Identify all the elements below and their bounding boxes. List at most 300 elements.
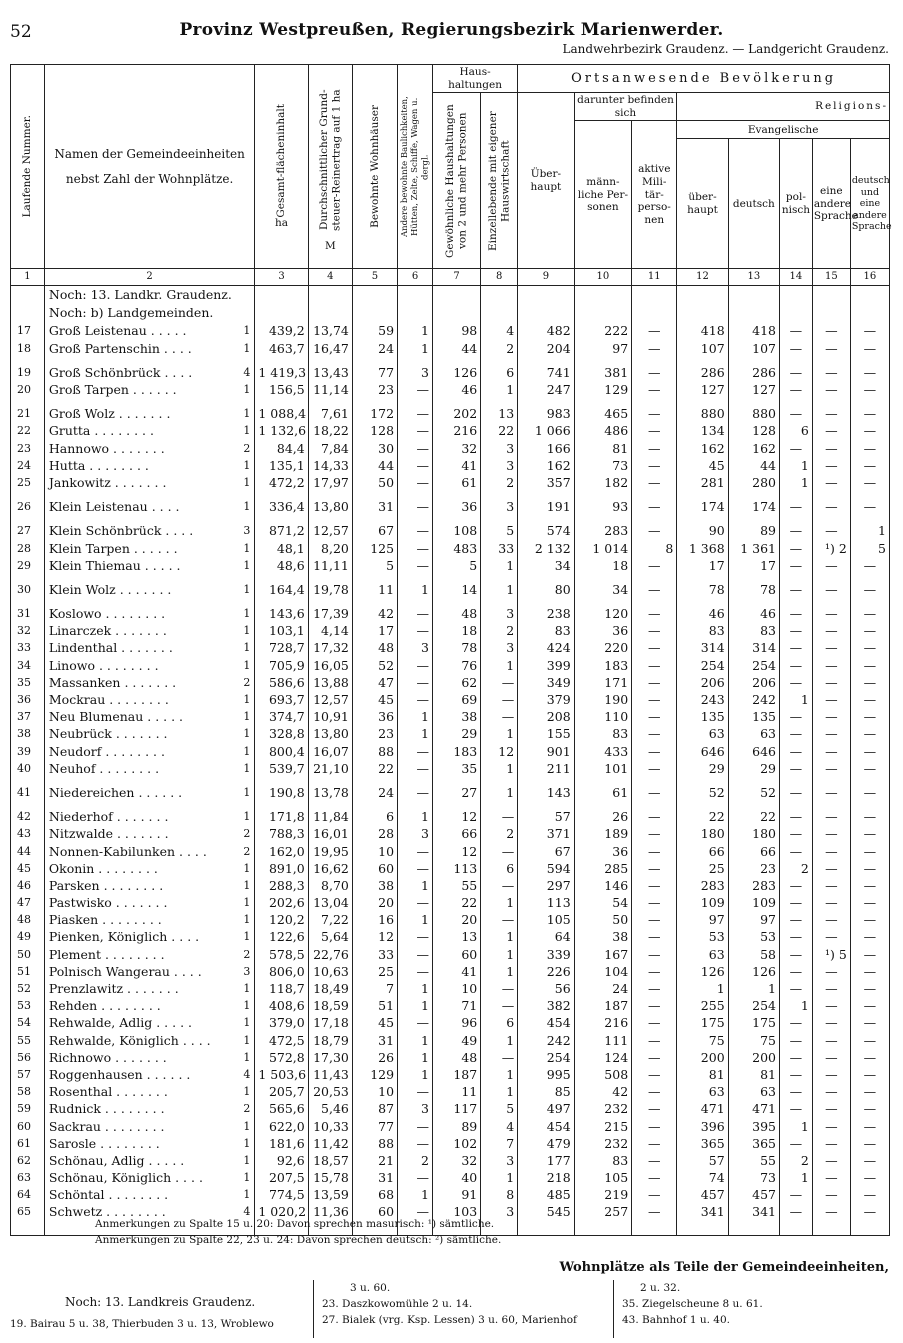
cell-col-7: 69	[432, 691, 480, 708]
municipality-name: Roggenhausen . . . . . .	[48, 1066, 191, 1082]
cell-col-13: 89	[728, 522, 779, 539]
cell-col-12: 134	[677, 422, 728, 439]
cell-col-10: 433	[574, 743, 632, 760]
cell-col-14: —	[779, 946, 812, 963]
cell-col-13: 97	[728, 911, 779, 928]
header-col-13: deutsch	[728, 139, 779, 269]
municipality-name: Groß Partenschin . . . .	[48, 340, 192, 356]
cell-col-13: 23	[728, 860, 779, 877]
table-row	[11, 1032, 890, 1049]
cell-col-3: 472,2	[255, 474, 308, 491]
municipality-cell	[44, 963, 254, 980]
municipality-cell	[44, 422, 254, 439]
cell-col-12: 83	[677, 622, 728, 639]
cell-col-3: 565,6	[255, 1100, 308, 1117]
cell-col-7: 35	[432, 760, 480, 777]
cell-col-7: 126	[432, 364, 480, 381]
municipality-name: Schönau, Königlich . . . .	[48, 1170, 203, 1186]
cell-col-4: 5,64	[308, 928, 352, 945]
cell-col-4: 11,14	[308, 381, 352, 398]
cell-col-14: —	[779, 1014, 812, 1031]
intro-row	[11, 286, 890, 305]
cell-col-15: —	[812, 457, 850, 474]
cell-col-4: 16,47	[308, 340, 352, 357]
cell-col-4: 12,57	[308, 522, 352, 539]
cell-col-9: 242	[518, 1032, 574, 1049]
cell-col-4: 11,43	[308, 1066, 352, 1083]
cell-col-15: —	[812, 405, 850, 422]
cell-col-3: 1 020,2	[255, 1203, 308, 1220]
dwelling-count: 1	[243, 500, 251, 514]
cell-col-16: 5	[850, 539, 889, 556]
table-row	[11, 708, 890, 725]
cell-col-5: 24	[352, 340, 397, 357]
municipality-cell	[44, 405, 254, 422]
cell-col-13: 242	[728, 691, 779, 708]
cell-col-3: 806,0	[255, 963, 308, 980]
footnote-2: Anmerkungen zu Spalte 22, 23 u. 24: Davon sprechen deutsch: ²) sämtliche.	[95, 1234, 502, 1246]
cell-col-14: —	[779, 825, 812, 842]
cell-col-7: 96	[432, 1014, 480, 1031]
column-number-8: 8	[481, 269, 518, 286]
cell-col-11: —	[632, 691, 677, 708]
municipality-cell	[44, 725, 254, 742]
bottom-section	[10, 1280, 890, 1338]
dwelling-count: 1	[243, 641, 251, 655]
dwelling-count: 1	[243, 424, 251, 438]
cell-col-6: —	[398, 784, 433, 801]
table-row	[11, 674, 890, 691]
cell-col-5: 33	[352, 946, 397, 963]
cell-col-13: 880	[728, 405, 779, 422]
cell-col-13: 44	[728, 457, 779, 474]
cell-col-6: —	[398, 674, 433, 691]
cell-col-11: —	[632, 422, 677, 439]
cell-col-7: 89	[432, 1117, 480, 1134]
cell-col-9: 254	[518, 1049, 574, 1066]
cell-col-11: —	[632, 725, 677, 742]
row-number: 47	[11, 894, 45, 911]
cell-col-10: 285	[574, 860, 632, 877]
row-number: 44	[11, 842, 45, 859]
cell-col-10: 42	[574, 1083, 632, 1100]
cell-col-14: 6	[779, 422, 812, 439]
table-row	[11, 657, 890, 674]
table-row	[11, 1152, 890, 1169]
municipality-cell	[44, 457, 254, 474]
municipality-name: Rehwalde, Adlig . . . . .	[48, 1015, 192, 1031]
cell-col-14: —	[779, 877, 812, 894]
municipality-name: Mockrau . . . . . . . .	[48, 692, 169, 708]
cell-col-15: —	[812, 743, 850, 760]
municipality-cell	[44, 708, 254, 725]
dwelling-count: 1	[243, 896, 251, 910]
row-number: 48	[11, 911, 45, 928]
cell-col-9: 143	[518, 784, 574, 801]
cell-col-15: —	[812, 639, 850, 656]
dwelling-count: 1	[243, 999, 251, 1013]
cell-col-12: 206	[677, 674, 728, 691]
table-row	[11, 381, 890, 398]
cell-col-6: —	[398, 842, 433, 859]
cell-col-14: —	[779, 708, 812, 725]
cell-col-6: 1	[398, 340, 433, 357]
dwelling-count: 4	[243, 1205, 251, 1219]
cell-col-9: 80	[518, 581, 574, 598]
cell-col-10: 18	[574, 557, 632, 574]
cell-col-6: 3	[398, 825, 433, 842]
cell-col-10: 50	[574, 911, 632, 928]
cell-col-8: —	[481, 808, 518, 825]
municipality-name: Klein Leistenau . . . .	[48, 499, 180, 515]
cell-col-6: 1	[398, 1032, 433, 1049]
page-subtitle: Landwehrbezirk Graudenz. — Landgericht Graudenz.	[562, 42, 889, 56]
cell-col-11: —	[632, 1014, 677, 1031]
cell-col-8: 1	[481, 1083, 518, 1100]
table-row	[11, 1083, 890, 1100]
cell-col-4: 18,59	[308, 997, 352, 1014]
cell-col-5: 50	[352, 474, 397, 491]
cell-col-13: 66	[728, 842, 779, 859]
municipality-cell	[44, 808, 254, 825]
cell-col-16: —	[850, 657, 889, 674]
cell-col-14: —	[779, 674, 812, 691]
cell-col-14: —	[779, 440, 812, 457]
cell-col-9: 741	[518, 364, 574, 381]
row-number: 53	[11, 997, 45, 1014]
dwelling-count: 2	[243, 441, 251, 455]
cell-col-12: 135	[677, 708, 728, 725]
dwelling-count: 4	[243, 1067, 251, 1081]
table-row	[11, 725, 890, 742]
table-row	[11, 474, 890, 491]
cell-col-10: 129	[574, 381, 632, 398]
municipality-name: Groß Leistenau . . . . .	[48, 323, 187, 339]
cell-col-3: 84,4	[255, 440, 308, 457]
dwelling-count: 1	[243, 1153, 251, 1167]
cell-col-14: —	[779, 842, 812, 859]
cell-col-8: 3	[481, 498, 518, 515]
cell-col-13: 126	[728, 963, 779, 980]
cell-col-4: 15,78	[308, 1169, 352, 1186]
cell-col-4: 18,22	[308, 422, 352, 439]
cell-col-5: 125	[352, 539, 397, 556]
cell-col-3: 205,7	[255, 1083, 308, 1100]
header-col-15: eine andere Sprache	[812, 139, 850, 269]
cell-col-15: —	[812, 622, 850, 639]
table-row	[11, 364, 890, 381]
cell-col-15: —	[812, 1100, 850, 1117]
cell-col-3: 891,0	[255, 860, 308, 877]
cell-col-4: 13,80	[308, 725, 352, 742]
cell-col-6: —	[398, 539, 433, 556]
cell-col-13: 63	[728, 1083, 779, 1100]
cell-col-8: 5	[481, 1100, 518, 1117]
cell-col-10: 93	[574, 498, 632, 515]
cell-col-12: 29	[677, 760, 728, 777]
cell-col-13: 128	[728, 422, 779, 439]
municipality-cell	[44, 1117, 254, 1134]
cell-col-4: 10,63	[308, 963, 352, 980]
spacer-row	[11, 801, 890, 808]
cell-col-16: —	[850, 877, 889, 894]
cell-col-12: 880	[677, 405, 728, 422]
header-col-10: männ-liche Per-sonen	[574, 121, 632, 269]
cell-col-7: 60	[432, 946, 480, 963]
header-col-16: deutsch und eine andere Sprache	[850, 139, 889, 269]
header-col-8: Einzellebende mit eigener Hauswirtschaft	[481, 93, 518, 269]
cell-col-4: 21,10	[308, 760, 352, 777]
cell-col-3: 143,6	[255, 605, 308, 622]
cell-col-15: —	[812, 557, 850, 574]
municipality-cell	[44, 860, 254, 877]
column-number-11: 11	[632, 269, 677, 286]
cell-col-7: 113	[432, 860, 480, 877]
cell-col-5: 31	[352, 1169, 397, 1186]
cell-col-11: —	[632, 498, 677, 515]
municipality-cell	[44, 539, 254, 556]
dwelling-count: 1	[243, 982, 251, 996]
row-number: 49	[11, 928, 45, 945]
cell-col-12: 97	[677, 911, 728, 928]
cell-col-4: 11,36	[308, 1203, 352, 1220]
cell-col-6: 1	[398, 1066, 433, 1083]
header-col-14: pol-nisch	[779, 139, 812, 269]
column-number-3: 3	[255, 269, 308, 286]
cell-col-13: 174	[728, 498, 779, 515]
municipality-name: Groß Wolz . . . . . . .	[48, 406, 171, 422]
row-number: 28	[11, 539, 45, 556]
column-number-14: 14	[779, 269, 812, 286]
cell-col-3: 379,0	[255, 1014, 308, 1031]
cell-col-10: 26	[574, 808, 632, 825]
cell-col-4: 18,57	[308, 1152, 352, 1169]
cell-col-13: 254	[728, 997, 779, 1014]
cell-col-8: 8	[481, 1186, 518, 1203]
cell-col-5: 44	[352, 457, 397, 474]
cell-col-10: 61	[574, 784, 632, 801]
dwelling-count: 1	[243, 541, 251, 555]
cell-col-8: 3	[481, 1152, 518, 1169]
cell-col-10: 508	[574, 1066, 632, 1083]
cell-col-15: —	[812, 1049, 850, 1066]
cell-col-12: 1 368	[677, 539, 728, 556]
cell-col-5: 45	[352, 1014, 397, 1031]
cell-col-9: 399	[518, 657, 574, 674]
header-col-3: Gesamt-flächeninhalt ha	[255, 65, 308, 269]
cell-col-7: 48	[432, 1049, 480, 1066]
cell-col-15: —	[812, 860, 850, 877]
cell-col-9: 238	[518, 605, 574, 622]
cell-col-16: —	[850, 557, 889, 574]
cell-col-14: —	[779, 784, 812, 801]
cell-col-11: —	[632, 1066, 677, 1083]
cell-col-7: 483	[432, 539, 480, 556]
bottom-col-3	[613, 1280, 892, 1338]
cell-col-8: —	[481, 842, 518, 859]
cell-col-15: —	[812, 842, 850, 859]
cell-col-9: 482	[518, 322, 574, 339]
municipality-cell	[44, 381, 254, 398]
municipality-name: Parsken . . . . . . . .	[48, 877, 164, 893]
municipality-name: Piasken . . . . . . . .	[48, 912, 162, 928]
row-number: 30	[11, 581, 45, 598]
cell-col-11: —	[632, 381, 677, 398]
table-row	[11, 963, 890, 980]
cell-col-13: 78	[728, 581, 779, 598]
row-number: 60	[11, 1117, 45, 1134]
municipality-name: Niederhof . . . . . . .	[48, 809, 169, 825]
dwelling-count: 4	[243, 365, 251, 379]
municipality-name: Groß Tarpen . . . . . .	[48, 382, 177, 398]
cell-col-16: —	[850, 691, 889, 708]
municipality-cell	[44, 825, 254, 842]
table-body	[11, 286, 890, 1235]
cell-col-4: 14,33	[308, 457, 352, 474]
cell-col-10: 38	[574, 928, 632, 945]
cell-col-4: 13,88	[308, 674, 352, 691]
cell-col-12: 25	[677, 860, 728, 877]
bottom-col-2-line-2: 23. Daszkowomühle 2 u. 14.	[322, 1298, 473, 1310]
cell-col-7: 20	[432, 911, 480, 928]
cell-col-12: 78	[677, 581, 728, 598]
cell-col-6: —	[398, 605, 433, 622]
cell-col-6: —	[398, 474, 433, 491]
cell-col-3: 774,5	[255, 1186, 308, 1203]
cell-col-10: 190	[574, 691, 632, 708]
cell-col-15: —	[812, 1083, 850, 1100]
cell-col-3: 408,6	[255, 997, 308, 1014]
cell-col-15: —	[812, 605, 850, 622]
cell-col-7: 36	[432, 498, 480, 515]
cell-col-6: —	[398, 860, 433, 877]
intro-line-1: Noch: 13. Landkr. Graudenz.	[44, 286, 254, 305]
municipality-cell	[44, 474, 254, 491]
cell-col-4: 12,57	[308, 691, 352, 708]
cell-col-14: —	[779, 639, 812, 656]
municipality-name: Hannowo . . . . . . .	[48, 440, 165, 456]
row-number: 38	[11, 725, 45, 742]
cell-col-5: 10	[352, 1083, 397, 1100]
bottom-col-3-line-3: 43. Bahnhof 1 u. 40.	[622, 1314, 730, 1326]
cell-col-10: 36	[574, 842, 632, 859]
header-col-2: Namen der Gemeindeeinheiten nebst Zahl der Wohnplätze.	[44, 65, 254, 269]
cell-col-11: —	[632, 784, 677, 801]
municipality-name: Linarczek . . . . . . .	[48, 623, 167, 639]
cell-col-3: 1 132,6	[255, 422, 308, 439]
cell-col-4: 13,59	[308, 1186, 352, 1203]
cell-col-6: —	[398, 522, 433, 539]
header-haushaltungen: Haus-haltungen	[432, 65, 517, 93]
municipality-cell	[44, 1169, 254, 1186]
cell-col-8: 1	[481, 894, 518, 911]
cell-col-15: —	[812, 1117, 850, 1134]
cell-col-14: —	[779, 522, 812, 539]
cell-col-16: —	[850, 743, 889, 760]
cell-col-11: —	[632, 808, 677, 825]
cell-col-3: 788,3	[255, 825, 308, 842]
cell-col-7: 61	[432, 474, 480, 491]
municipality-name: Linowo . . . . . . . .	[48, 657, 159, 673]
cell-col-15: —	[812, 784, 850, 801]
cell-col-3: 162,0	[255, 842, 308, 859]
cell-col-9: 1 066	[518, 422, 574, 439]
cell-col-4: 18,79	[308, 1032, 352, 1049]
dwelling-count: 1	[243, 761, 251, 775]
table-row	[11, 581, 890, 598]
cell-col-10: 120	[574, 605, 632, 622]
cell-col-14: —	[779, 760, 812, 777]
municipality-cell	[44, 911, 254, 928]
cell-col-9: 57	[518, 808, 574, 825]
cell-col-12: 57	[677, 1152, 728, 1169]
cell-col-3: 156,5	[255, 381, 308, 398]
cell-col-11: —	[632, 474, 677, 491]
cell-col-12: 17	[677, 557, 728, 574]
cell-col-8: —	[481, 708, 518, 725]
cell-col-13: 73	[728, 1169, 779, 1186]
dwelling-count: 1	[243, 1136, 251, 1150]
dwelling-count: 2	[243, 844, 251, 858]
cell-col-13: 200	[728, 1049, 779, 1066]
cell-col-16: —	[850, 581, 889, 598]
cell-col-16: —	[850, 1135, 889, 1152]
table-row	[11, 1100, 890, 1117]
cell-col-9: 247	[518, 381, 574, 398]
dwelling-count: 1	[243, 785, 251, 799]
cell-col-5: 20	[352, 894, 397, 911]
cell-col-7: 102	[432, 1135, 480, 1152]
municipality-name: Klein Thiemau . . . . .	[48, 557, 181, 573]
cell-col-12: 53	[677, 928, 728, 945]
bottom-col-2-line-1: 3 u. 60.	[350, 1282, 391, 1294]
cell-col-16: —	[850, 1049, 889, 1066]
row-number: 35	[11, 674, 45, 691]
municipality-cell	[44, 605, 254, 622]
row-number: 18	[11, 340, 45, 357]
dwelling-count: 2	[243, 675, 251, 689]
cell-col-11: —	[632, 860, 677, 877]
table-row	[11, 539, 890, 556]
cell-col-13: 180	[728, 825, 779, 842]
cell-col-7: 187	[432, 1066, 480, 1083]
bottom-section-title: Wohnplätze als Teile der Gemeindeeinheiten,	[559, 1260, 889, 1275]
cell-col-4: 19,78	[308, 581, 352, 598]
cell-col-13: 341	[728, 1203, 779, 1220]
cell-col-15: —	[812, 808, 850, 825]
cell-col-16: —	[850, 440, 889, 457]
cell-col-16: —	[850, 622, 889, 639]
cell-col-13: 314	[728, 639, 779, 656]
cell-col-3: 48,1	[255, 539, 308, 556]
cell-col-11: —	[632, 364, 677, 381]
row-number: 61	[11, 1135, 45, 1152]
cell-col-15: —	[812, 725, 850, 742]
cell-col-15: —	[812, 381, 850, 398]
row-number: 17	[11, 322, 45, 339]
dwelling-count: 1	[243, 341, 251, 355]
cell-col-5: 77	[352, 1117, 397, 1134]
cell-col-6: —	[398, 894, 433, 911]
cell-col-3: 202,6	[255, 894, 308, 911]
cell-col-12: 180	[677, 825, 728, 842]
cell-col-15: —	[812, 691, 850, 708]
municipality-name: Rosenthal . . . . . . .	[48, 1084, 168, 1100]
cell-col-15: —	[812, 825, 850, 842]
table-row	[11, 557, 890, 574]
cell-col-13: 29	[728, 760, 779, 777]
cell-col-7: 18	[432, 622, 480, 639]
